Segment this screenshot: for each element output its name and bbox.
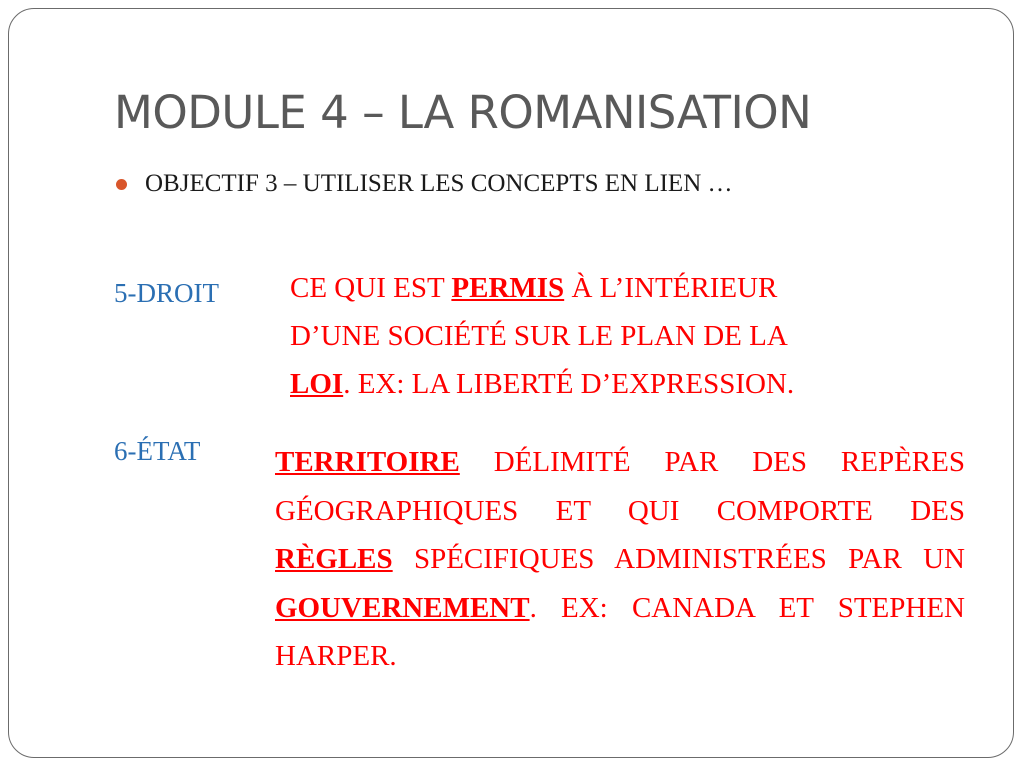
keyword-permis: PERMIS bbox=[451, 272, 565, 304]
definition-droit-text: À L’INTÉRIEUR bbox=[564, 272, 778, 304]
bullet-dot-icon bbox=[116, 179, 127, 190]
definition-etat-text: . EX: CANADA ET STEPHEN HARPER. bbox=[275, 591, 965, 672]
definition-droit-text: . EX: LA LIBERTÉ D’EXPRESSION. bbox=[343, 368, 795, 400]
definition-etat-text: DÉLIMITÉ PAR DES REPÈRES GÉOGRAPHIQUES ET QUI COMPORTE DES bbox=[275, 446, 965, 527]
keyword-gouvernement: GOUVERNEMENT bbox=[275, 591, 530, 624]
definition-etat-text: SPÉCIFIQUES ADMINISTRÉES PAR UN bbox=[392, 543, 965, 575]
slide-title: MODULE 4 – LA ROMANISATION bbox=[114, 86, 812, 139]
bullet-text: OBJECTIF 3 – UTILISER LES CONCEPTS EN LIEN … bbox=[145, 170, 733, 197]
definition-droit-text: D’UNE SOCIÉTÉ SUR LE PLAN DE LA bbox=[290, 320, 788, 352]
definition-etat bbox=[275, 438, 965, 681]
bullet-item bbox=[116, 170, 733, 198]
term-etat-label: 6-ÉTAT bbox=[114, 436, 201, 466]
definition-droit bbox=[290, 264, 930, 408]
keyword-territoire: TERRITOIRE bbox=[275, 446, 460, 478]
keyword-loi: LOI bbox=[290, 368, 344, 400]
definition-droit-text: CE QUI EST bbox=[290, 272, 452, 304]
term-droit-label: 5-DROIT bbox=[114, 278, 219, 308]
keyword-regles: RÈGLES bbox=[275, 543, 393, 575]
